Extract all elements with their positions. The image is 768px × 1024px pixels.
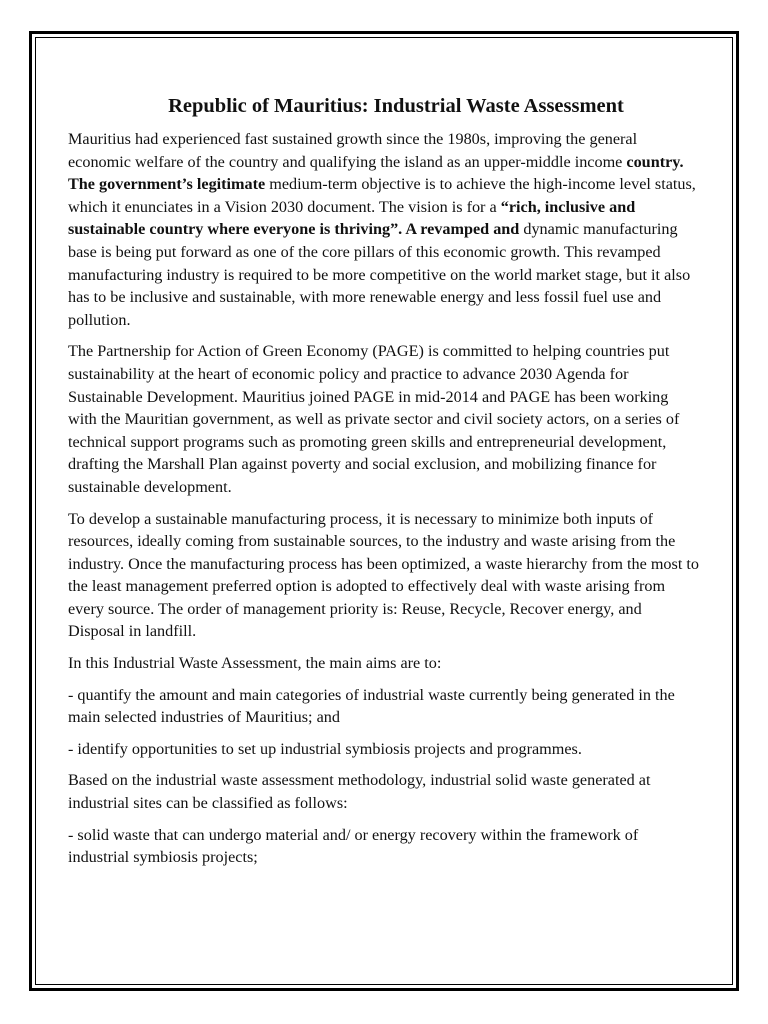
aim-item-quantify: - quantify the amount and main categories of industrial waste currently being generated in the main selected industries of Mauritius; and (68, 685, 675, 727)
aim-item-identify: - identify opportunities to set up industrial symbiosis projects and programmes. (68, 739, 582, 758)
document-title: Republic of Mauritius: Industrial Waste Assessment (168, 95, 624, 117)
text-run: medium-term objective is to achieve the high-income level status, which it enunciates in a Vision 2030 document. The vision is for a (68, 175, 696, 216)
paragraph-classification-intro: Based on the industrial waste assessment methodology, industrial solid waste generated at industrial sites can be classified as follows: (68, 771, 651, 813)
text-run: dynamic manufacturing base is being put forward as one of the core pillars of this economic growth. This revamped manufacturing industry is required to be more competitive on the world market stage, but it also has to be inclusive and sustainable, with more renewable energy and less fossil fuel use and pollution. (68, 220, 691, 329)
paragraph-intro (68, 128, 700, 331)
paragraph-sustainable-manufacturing: To develop a sustainable manufacturing process, it is necessary to minimize both inputs of resources, ideally coming from sustainable sources, to the industry and waste arising from the industry. Once the manufacturing process has been optimized, a waste hierarchy from the most to the least management preferred option is adopted to effectively deal with waste arising from every source. The order of management priority is: Reuse, Recycle, Recover energy, and Disposal in landfill. (68, 509, 699, 641)
paragraph-page: The Partnership for Action of Green Economy (PAGE) is committed to helping countries put sustainability at the heart of economic policy and practice to advance 2030 Agenda for Sustainable Development. Mauritius joined PAGE in mid-2014 and PAGE has been working with the Mauritian government, as well as private sector and civil society actors, on a series of technical support programs such as promoting green skills and entrepreneurial development, drafting the Marshall Plan against poverty and social exclusion, and mobilizing finance for sustainable development. (68, 342, 680, 496)
text-run: Mauritius had experienced fast sustained growth since the 1980s, improving the general economic welfare of the country and qualifying the island as an upper-middle income (68, 130, 638, 171)
paragraph-aims-intro: In this Industrial Waste Assessment, the main aims are to: (68, 654, 442, 673)
document-body (68, 92, 700, 878)
bold-run: “rich, inclusive and sustainable country where everyone is thriving”. A revamped and (68, 197, 636, 239)
classification-item-recovery: - solid waste that can undergo material and/ or energy recovery within the framework of industrial symbiosis projects; (68, 825, 639, 867)
bold-run: country. The government’s legitimate (68, 152, 684, 194)
